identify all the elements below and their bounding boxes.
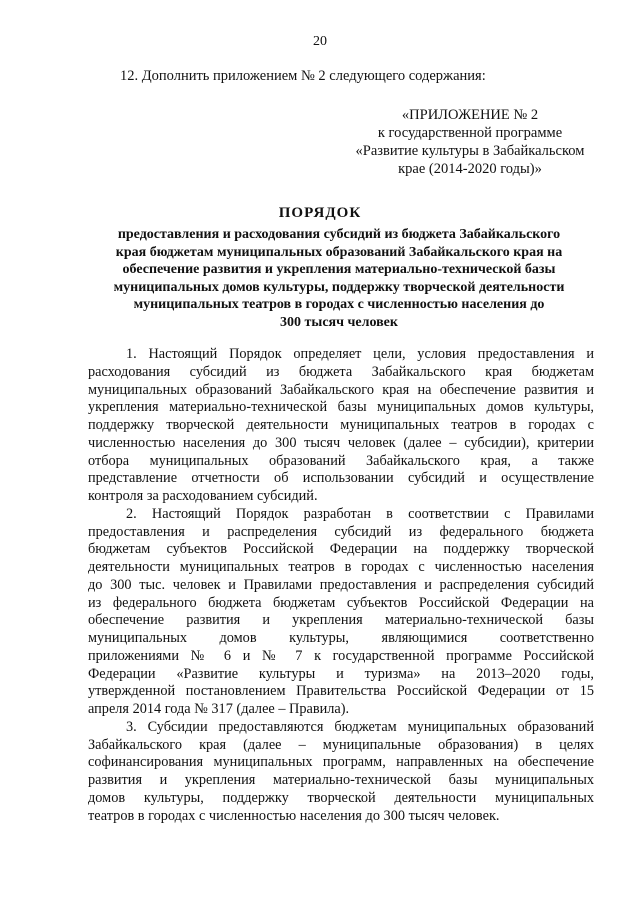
appendix-line: крае (2014-2020 годы)» <box>398 161 542 177</box>
paragraph-2 <box>88 506 594 719</box>
appendix-header <box>340 106 600 178</box>
text-line: Федерации «Развитие культуры и туризма» на 2013–2020 годы, <box>88 665 594 682</box>
text-line: утвержденной постановлением Правительства Российской Федерации от 15 <box>88 683 594 700</box>
subtitle-line: предоставления и расходования субсидий из бюджета Забайкальского <box>117 227 561 242</box>
subtitle-line: 300 тысяч человек <box>280 314 398 330</box>
text-line: предоставления и распределения субсидий из федерального бюджета <box>88 523 594 540</box>
text-line: деятельности муниципальных театров в городах с численностью населения <box>88 559 594 575</box>
text-line: апреля 2014 года № 317 (далее – Правила). <box>88 701 350 717</box>
text-line: из федерального бюджета бюджетам субъектов Российской Федерации на <box>88 594 594 611</box>
text-line: отбора муниципальных образований Забайкальского края, а также <box>88 452 594 469</box>
text-line: контроля за расходованием субсидий. <box>88 488 318 504</box>
appendix-line: «Развитие культуры в Забайкальском <box>355 143 585 159</box>
subtitle-line: края бюджетам муниципальных образований Забайкальского края на <box>115 244 563 260</box>
text-line: обеспечение развития и укрепления материально-технической базы <box>88 612 594 629</box>
text-line: поддержку творческой деятельности муниципальных театров в городах с <box>88 417 594 433</box>
text-line: софинансирования муниципальных программ, направленных на обеспечение <box>88 754 594 771</box>
text-line: 2. Настоящий Порядок разработан в соответствии с Правилами <box>126 505 594 522</box>
document-title: ПОРЯДОК <box>278 205 362 221</box>
appendix-line: «ПРИЛОЖЕНИЕ № 2 <box>401 107 539 123</box>
text-line: развития и укрепления материально-технической базы муниципальных <box>88 772 594 788</box>
subtitle-line: муниципальных театров в городах с численностью населения до <box>133 297 545 313</box>
body-text <box>88 346 594 825</box>
subtitle-line: обеспечение развития и укрепления материально-технической базы <box>122 262 556 278</box>
text-line: представление отчетности об использовании субсидий и осуществление <box>88 470 594 487</box>
text-line: укрепления материально-технической базы муниципальных домов культуры, <box>88 399 594 416</box>
text-line: Забайкальского края (далее – муниципальные образования) в целях <box>88 736 594 753</box>
intro-line: 12. Дополнить приложением № 2 следующего содержания: <box>120 68 486 84</box>
page-number: 20 <box>313 34 327 49</box>
text-line: домов культуры, поддержку творческой деятельности муниципальных <box>88 789 594 806</box>
text-line: приложениями № 6 и № 7 к государственной программе Российской <box>88 647 594 664</box>
text-line: 3. Субсидии предоставляются бюджетам муниципальных образований <box>126 718 594 735</box>
paragraph-1 <box>88 346 594 506</box>
text-line: до 300 тыс. человек и Правилами предоставления и распределения субсидий <box>88 576 594 593</box>
paragraph-3 <box>88 719 594 826</box>
text-line: муниципальных домов культуры, являющимися соответственно <box>88 630 594 646</box>
text-line: театров в городах с численностью населения до 300 тысяч человек. <box>88 807 500 824</box>
text-line: бюджетам субъектов Российской Федерации на поддержку творческой <box>88 541 594 558</box>
appendix-line: к государственной программе <box>377 125 563 141</box>
document-subtitle <box>84 226 594 332</box>
text-line: муниципальных образований Забайкальского края на обеспечение развития и <box>88 381 594 398</box>
subtitle-line: муниципальных домов культуры, поддержку творческой деятельности <box>113 279 565 295</box>
text-line: расходования субсидий из бюджета Забайкальского края бюджетам <box>88 363 594 380</box>
text-line: 1. Настоящий Порядок определяет цели, условия предоставления и <box>126 346 594 362</box>
text-line: численностью населения до 300 тысяч человек (далее – субсидии), критерии <box>88 434 594 451</box>
